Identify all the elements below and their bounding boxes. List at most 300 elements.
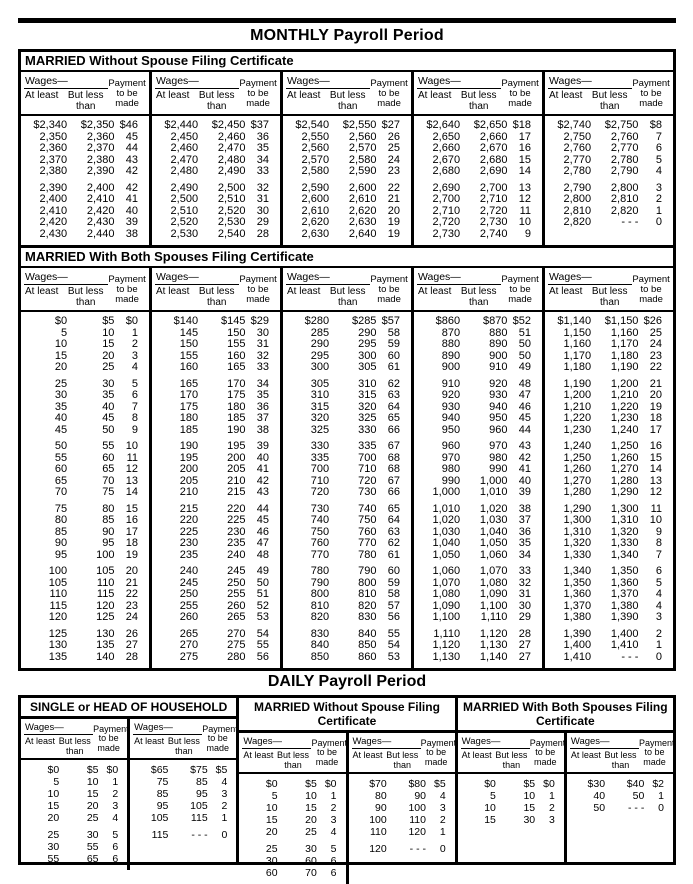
at-least-cell: 130 <box>48 639 68 651</box>
monthly-section-married-both-certificates <box>18 245 676 671</box>
at-least-cell: 110 <box>369 826 387 838</box>
payment-cell: 28 <box>125 650 138 663</box>
wage-bracket-group <box>149 72 280 245</box>
at-least-cell: $2,440 <box>164 119 199 131</box>
bracket-rows <box>414 312 542 668</box>
but-less-than-header: But less than <box>58 736 91 756</box>
at-least-cell: $2,540 <box>295 119 330 131</box>
column-headers <box>283 72 411 116</box>
at-least-header: At least <box>352 750 383 760</box>
but-less-than-cell: 2,660 <box>479 130 508 143</box>
wage-bracket-group <box>21 719 127 870</box>
at-least-cell: 30 <box>265 855 278 867</box>
at-least-cell: 275 <box>179 650 199 663</box>
but-less-than-cell: 250 <box>227 576 246 589</box>
but-less-than-cell: 105 <box>190 800 208 812</box>
but-less-than-cell: 2,520 <box>217 204 246 217</box>
at-least-cell: 840 <box>310 639 330 651</box>
at-least-cell: 315 <box>310 400 330 413</box>
but-less-than-cell: $40 <box>626 778 645 790</box>
but-less-than-cell: 10 <box>86 776 99 788</box>
payment-cell: 52 <box>256 599 269 612</box>
but-less-than-cell: 800 <box>358 576 377 589</box>
but-less-than-cell: 335 <box>358 440 377 452</box>
at-least-cell: 2,530 <box>170 227 199 240</box>
payment-cell: 20 <box>387 204 400 217</box>
payment-cell: 62 <box>387 377 400 390</box>
table-row <box>152 143 280 155</box>
at-least-cell: 190 <box>179 440 199 452</box>
at-least-cell: 220 <box>179 514 199 526</box>
at-least-cell: 1,370 <box>563 599 592 612</box>
at-least-cell: 890 <box>441 349 461 362</box>
table-row <box>414 217 542 229</box>
but-less-than-cell: 2,730 <box>479 216 508 228</box>
at-least-header: At least <box>418 286 452 297</box>
but-less-than-cell: 120 <box>408 826 426 838</box>
table-row <box>414 390 542 402</box>
payment-cell: 26 <box>125 627 138 640</box>
payment-cell: 30 <box>256 204 269 217</box>
payment-cell: 1 <box>655 204 662 217</box>
at-least-cell: 2,560 <box>301 142 330 154</box>
but-less-than-cell: 1,320 <box>610 525 639 538</box>
at-least-cell: 1,300 <box>563 514 592 526</box>
but-less-than-cell: 1,140 <box>479 650 508 663</box>
table-row <box>21 229 149 241</box>
at-least-cell: 2,380 <box>39 165 68 177</box>
wages-header: Wages— <box>24 75 108 89</box>
wages-header-block <box>286 271 370 308</box>
at-least-cell: 1,060 <box>432 565 461 577</box>
but-less-than-cell: 830 <box>358 611 377 623</box>
but-less-than-cell: 75 <box>102 486 115 498</box>
section-title: MARRIED With Both Spouses Filing Certificate <box>21 248 673 268</box>
at-least-cell: 1,050 <box>432 548 461 561</box>
at-least-cell: 790 <box>310 576 330 589</box>
at-least-cell: 2,510 <box>170 204 199 217</box>
but-less-than-cell: 10 <box>305 790 317 802</box>
at-least-cell: 2,710 <box>432 204 461 217</box>
payment-cell: 38 <box>125 227 138 240</box>
at-least-cell: 2,450 <box>170 130 199 143</box>
wages-header: Wages— <box>155 75 239 89</box>
table-row <box>283 194 411 206</box>
at-least-cell: $2,740 <box>557 119 592 131</box>
at-least-cell: 1,340 <box>563 565 592 577</box>
but-less-than-cell: 195 <box>227 440 246 452</box>
at-least-cell: 150 <box>179 338 199 350</box>
at-least-cell: $65 <box>150 764 169 776</box>
but-less-than-header: But less than <box>460 90 497 112</box>
payment-to-be-made-header: Payment to be made <box>202 723 238 753</box>
column-headers <box>349 733 455 774</box>
at-least-cell: 960 <box>441 440 461 452</box>
but-less-than-cell: 840 <box>358 627 377 640</box>
wage-bracket-group <box>239 733 345 884</box>
column-headers <box>458 733 564 774</box>
at-least-header: At least <box>25 286 59 297</box>
at-least-header: At least <box>287 90 321 101</box>
table-row <box>283 166 411 178</box>
but-less-than-cell: 230 <box>227 525 246 538</box>
payment-cell: 36 <box>518 525 531 538</box>
table-row <box>152 515 280 527</box>
but-less-than-cell: 2,410 <box>86 193 115 205</box>
table-row <box>283 538 411 550</box>
column-headers <box>567 733 673 774</box>
but-less-than-cell: 1,120 <box>479 627 508 640</box>
but-less-than-cell: $870 <box>482 315 508 327</box>
but-less-than-cell: 150 <box>227 326 246 339</box>
payment-cell: 40 <box>256 451 269 464</box>
table-row <box>152 217 280 229</box>
but-less-than-cell: 1,270 <box>610 463 639 475</box>
but-less-than-cell: 750 <box>358 514 377 526</box>
table-row <box>545 120 673 132</box>
table-row <box>567 778 673 790</box>
table-row <box>545 217 673 229</box>
table-row <box>21 464 149 476</box>
wage-bracket-group <box>411 268 542 668</box>
table-row <box>239 790 345 802</box>
payment-cell: 64 <box>387 514 400 526</box>
but-less-than-cell: 1,300 <box>610 502 639 515</box>
at-least-cell: 970 <box>441 451 461 464</box>
but-less-than-cell: 325 <box>358 412 377 424</box>
payment-cell: 6 <box>131 389 138 401</box>
table-row <box>545 612 673 624</box>
table-row <box>545 640 673 652</box>
but-less-than-cell: 2,400 <box>86 181 115 194</box>
but-less-than-cell: 2,810 <box>610 193 639 205</box>
table-row <box>414 166 542 178</box>
payment-to-be-made-header: Payment to be made <box>370 273 408 305</box>
table-row <box>21 566 149 578</box>
but-less-than-cell: 2,420 <box>86 204 115 217</box>
payment-cell: 4 <box>131 361 138 373</box>
but-less-than-cell: 155 <box>227 338 246 350</box>
payment-cell: 22 <box>649 361 662 373</box>
payment-cell: 50 <box>518 349 531 362</box>
but-less-than-cell: 2,710 <box>479 193 508 205</box>
but-less-than-cell: 2,770 <box>610 142 639 154</box>
table-row <box>458 778 564 790</box>
wages-header: Wages— <box>352 736 421 749</box>
but-less-than-cell: 45 <box>102 412 115 424</box>
table-row <box>545 538 673 550</box>
payment-cell: 22 <box>125 588 138 600</box>
payment-cell: 55 <box>387 627 400 640</box>
payment-cell: 44 <box>256 502 269 515</box>
column-headers <box>21 719 127 760</box>
payment-cell: 61 <box>387 548 400 561</box>
payment-cell: 39 <box>518 486 531 498</box>
at-least-cell: 720 <box>310 486 330 498</box>
payment-cell: 5 <box>655 576 662 589</box>
payment-cell: 6 <box>655 565 662 577</box>
payment-cell: 1 <box>655 639 662 651</box>
at-least-header: At least <box>25 736 56 746</box>
payment-cell: 1 <box>112 776 119 788</box>
table-row <box>21 316 149 328</box>
but-less-than-cell: 100 <box>96 548 115 561</box>
but-less-than-header: But less than <box>67 286 104 308</box>
but-less-than-cell: 710 <box>358 463 377 475</box>
column-headers <box>21 268 149 312</box>
payment-cell: 5 <box>112 829 119 841</box>
payment-cell: 43 <box>256 486 269 498</box>
table-row <box>239 778 345 790</box>
at-least-cell: 2,580 <box>301 165 330 177</box>
table-row <box>152 566 280 578</box>
at-least-cell: 50 <box>54 440 68 452</box>
table-row <box>21 829 127 841</box>
table-row <box>545 550 673 562</box>
wages-header: Wages— <box>155 271 239 285</box>
at-least-cell: 700 <box>310 463 330 475</box>
payment-cell: 3 <box>655 181 662 194</box>
but-less-than-cell: 880 <box>489 326 508 339</box>
but-less-than-cell: 70 <box>102 474 115 487</box>
table-row <box>283 550 411 562</box>
wages-header-block <box>461 736 530 770</box>
at-least-cell: 120 <box>48 611 68 623</box>
at-least-cell: 2,730 <box>432 227 461 240</box>
payment-cell: 3 <box>221 788 228 800</box>
payment-cell: 63 <box>387 525 400 538</box>
at-least-cell: 90 <box>54 537 68 549</box>
but-less-than-cell: 1,170 <box>610 338 639 350</box>
at-least-cell: 155 <box>179 349 199 362</box>
table-row <box>545 339 673 351</box>
at-least-cell: 70 <box>54 486 68 498</box>
table-row <box>283 589 411 601</box>
payment-cell: 50 <box>256 576 269 589</box>
at-least-cell: 1,120 <box>432 639 461 651</box>
but-less-than-cell: 1,250 <box>610 440 639 452</box>
at-least-cell: 225 <box>179 525 199 538</box>
column-headers <box>239 733 345 774</box>
payment-to-be-made-header: Payment to be made <box>638 737 675 767</box>
at-least-cell: 770 <box>310 548 330 561</box>
but-less-than-cell: 255 <box>227 588 246 600</box>
payment-cell: 60 <box>387 565 400 577</box>
wages-header-block <box>286 75 370 112</box>
table-row <box>414 640 542 652</box>
but-less-than-cell: 2,600 <box>348 181 377 194</box>
but-less-than-cell: 15 <box>305 802 317 814</box>
payment-cell: 25 <box>649 326 662 339</box>
table-row <box>414 612 542 624</box>
but-less-than-cell: 115 <box>96 588 115 600</box>
at-least-cell: 1,090 <box>432 599 461 612</box>
but-less-than-cell: $5 <box>523 778 536 790</box>
payment-cell: 21 <box>387 193 400 205</box>
at-least-header: At least <box>549 286 583 297</box>
at-least-cell: 2,790 <box>563 181 592 194</box>
payment-cell: 1 <box>548 790 555 802</box>
at-least-header: At least <box>25 90 59 101</box>
at-least-cell: 2,390 <box>39 181 68 194</box>
but-less-than-cell: $145 <box>220 315 246 327</box>
payment-cell: 3 <box>548 814 555 826</box>
payment-cell: 16 <box>518 142 531 154</box>
payment-cell: 43 <box>518 440 531 452</box>
payment-cell: 42 <box>125 181 138 194</box>
payment-cell: 19 <box>649 400 662 413</box>
payment-cell: $5 <box>215 764 228 776</box>
but-less-than-cell: 2,620 <box>348 204 377 217</box>
at-least-cell: 760 <box>310 537 330 549</box>
table-row <box>21 812 127 824</box>
table-row <box>152 339 280 351</box>
but-less-than-cell: 1,100 <box>479 599 508 612</box>
at-least-cell: 20 <box>47 812 60 824</box>
table-row <box>152 464 280 476</box>
payment-cell: 41 <box>256 463 269 475</box>
payment-cell: 4 <box>439 790 446 802</box>
payment-cell: $0 <box>106 764 119 776</box>
payment-cell: 54 <box>256 627 269 640</box>
column-headers <box>414 72 542 116</box>
but-less-than-cell: 1,390 <box>610 611 639 623</box>
at-least-cell: 2,610 <box>301 204 330 217</box>
but-less-than-cell: 790 <box>358 565 377 577</box>
at-least-cell: 330 <box>310 440 330 452</box>
but-less-than-cell: 740 <box>358 502 377 515</box>
payment-cell: $52 <box>512 315 531 327</box>
payment-cell: $0 <box>543 778 555 790</box>
wages-header-block <box>417 75 501 112</box>
payment-cell: 20 <box>649 389 662 401</box>
but-less-than-cell: 2,820 <box>610 204 639 217</box>
but-less-than-cell: 820 <box>358 599 377 612</box>
table-row <box>130 776 236 788</box>
bracket-rows <box>152 116 280 245</box>
at-least-header: At least <box>418 90 452 101</box>
but-less-than-cell: 1,370 <box>610 588 639 600</box>
at-least-cell: 2,750 <box>563 130 592 143</box>
wages-header: Wages— <box>286 271 370 285</box>
payment-cell: 4 <box>655 588 662 600</box>
table-row <box>152 229 280 241</box>
table-row <box>349 802 455 814</box>
payment-cell: 19 <box>387 216 400 228</box>
payment-cell: 31 <box>256 193 269 205</box>
at-least-cell: 1,020 <box>432 514 461 526</box>
but-less-than-cell: 970 <box>489 440 508 452</box>
column-headers <box>545 268 673 312</box>
table-row <box>414 339 542 351</box>
but-less-than-cell: 2,780 <box>610 153 639 166</box>
at-least-cell: 100 <box>369 814 387 826</box>
but-less-than-cell: 1,050 <box>479 537 508 549</box>
table-row <box>283 425 411 437</box>
but-less-than-cell: 260 <box>227 599 246 612</box>
table-row <box>152 652 280 664</box>
at-least-cell: 2,810 <box>563 204 592 217</box>
but-less-than-cell: 1,350 <box>610 565 639 577</box>
payment-cell: 32 <box>518 576 531 589</box>
at-least-cell: 930 <box>441 400 461 413</box>
payment-cell: 44 <box>518 423 531 436</box>
table-row <box>21 788 127 800</box>
at-least-cell: 1,380 <box>563 611 592 623</box>
but-less-than-cell: 1,020 <box>479 502 508 515</box>
table-row <box>545 194 673 206</box>
table-row <box>21 853 127 865</box>
at-least-cell: 205 <box>179 474 199 487</box>
but-less-than-cell: 1,030 <box>479 514 508 526</box>
but-less-than-cell: 1,400 <box>610 627 639 640</box>
payment-cell: $29 <box>250 315 269 327</box>
payment-cell: 24 <box>387 153 400 166</box>
but-less-than-cell: 15 <box>86 788 99 800</box>
at-least-cell: 2,470 <box>170 153 199 166</box>
payment-cell: 66 <box>387 486 400 498</box>
but-less-than-cell: 2,430 <box>86 216 115 228</box>
payment-cell: 11 <box>650 502 662 515</box>
but-less-than-cell: 700 <box>358 451 377 464</box>
at-least-header: At least <box>156 90 190 101</box>
table-row <box>21 328 149 340</box>
table-row <box>283 316 411 328</box>
section-title: MARRIED With Both Spouses Filing Certificate <box>458 698 673 733</box>
payment-to-be-made-header: Payment to be made <box>632 273 670 305</box>
at-least-cell: $280 <box>304 315 330 327</box>
but-less-than-cell: 300 <box>358 349 377 362</box>
table-row <box>21 143 149 155</box>
wage-bracket-group <box>346 733 455 884</box>
payment-cell: 0 <box>439 843 446 855</box>
at-least-cell: $0 <box>265 778 278 790</box>
table-row <box>283 413 411 425</box>
at-least-cell: 1,220 <box>563 412 592 424</box>
payment-cell: 2 <box>655 627 662 640</box>
at-least-cell: 295 <box>310 349 330 362</box>
table-row <box>283 362 411 374</box>
payment-to-be-made-header: Payment to be made <box>239 77 277 109</box>
at-least-cell: 320 <box>310 412 330 424</box>
but-less-than-cell: $285 <box>351 315 377 327</box>
payment-cell: 68 <box>387 463 400 475</box>
but-less-than-cell: 65 <box>102 463 115 475</box>
but-less-than-cell: 180 <box>227 400 246 413</box>
payment-cell: 39 <box>125 216 138 228</box>
wage-bracket-group <box>411 72 542 245</box>
table-row <box>152 425 280 437</box>
table-row <box>239 826 345 838</box>
payment-cell: 30 <box>256 326 269 339</box>
but-less-than-cell: 2,610 <box>348 193 377 205</box>
payment-cell: 0 <box>655 216 662 228</box>
at-least-cell: 1,320 <box>563 537 592 549</box>
payment-cell: 3 <box>112 800 119 812</box>
but-less-than-cell: 2,640 <box>348 227 377 240</box>
but-less-than-cell: 30 <box>86 829 99 841</box>
payment-cell: 48 <box>256 548 269 561</box>
at-least-cell: 55 <box>54 451 68 464</box>
at-least-header: At least <box>461 750 492 760</box>
but-less-than-cell: 115 <box>190 812 208 824</box>
at-least-cell: 290 <box>310 338 330 350</box>
but-less-than-cell: 1,190 <box>610 361 639 373</box>
at-least-cell: 55 <box>47 853 60 865</box>
but-less-than-cell: 1,070 <box>479 565 508 577</box>
but-less-than-cell: 85 <box>102 514 115 526</box>
wages-header-block <box>24 75 108 112</box>
